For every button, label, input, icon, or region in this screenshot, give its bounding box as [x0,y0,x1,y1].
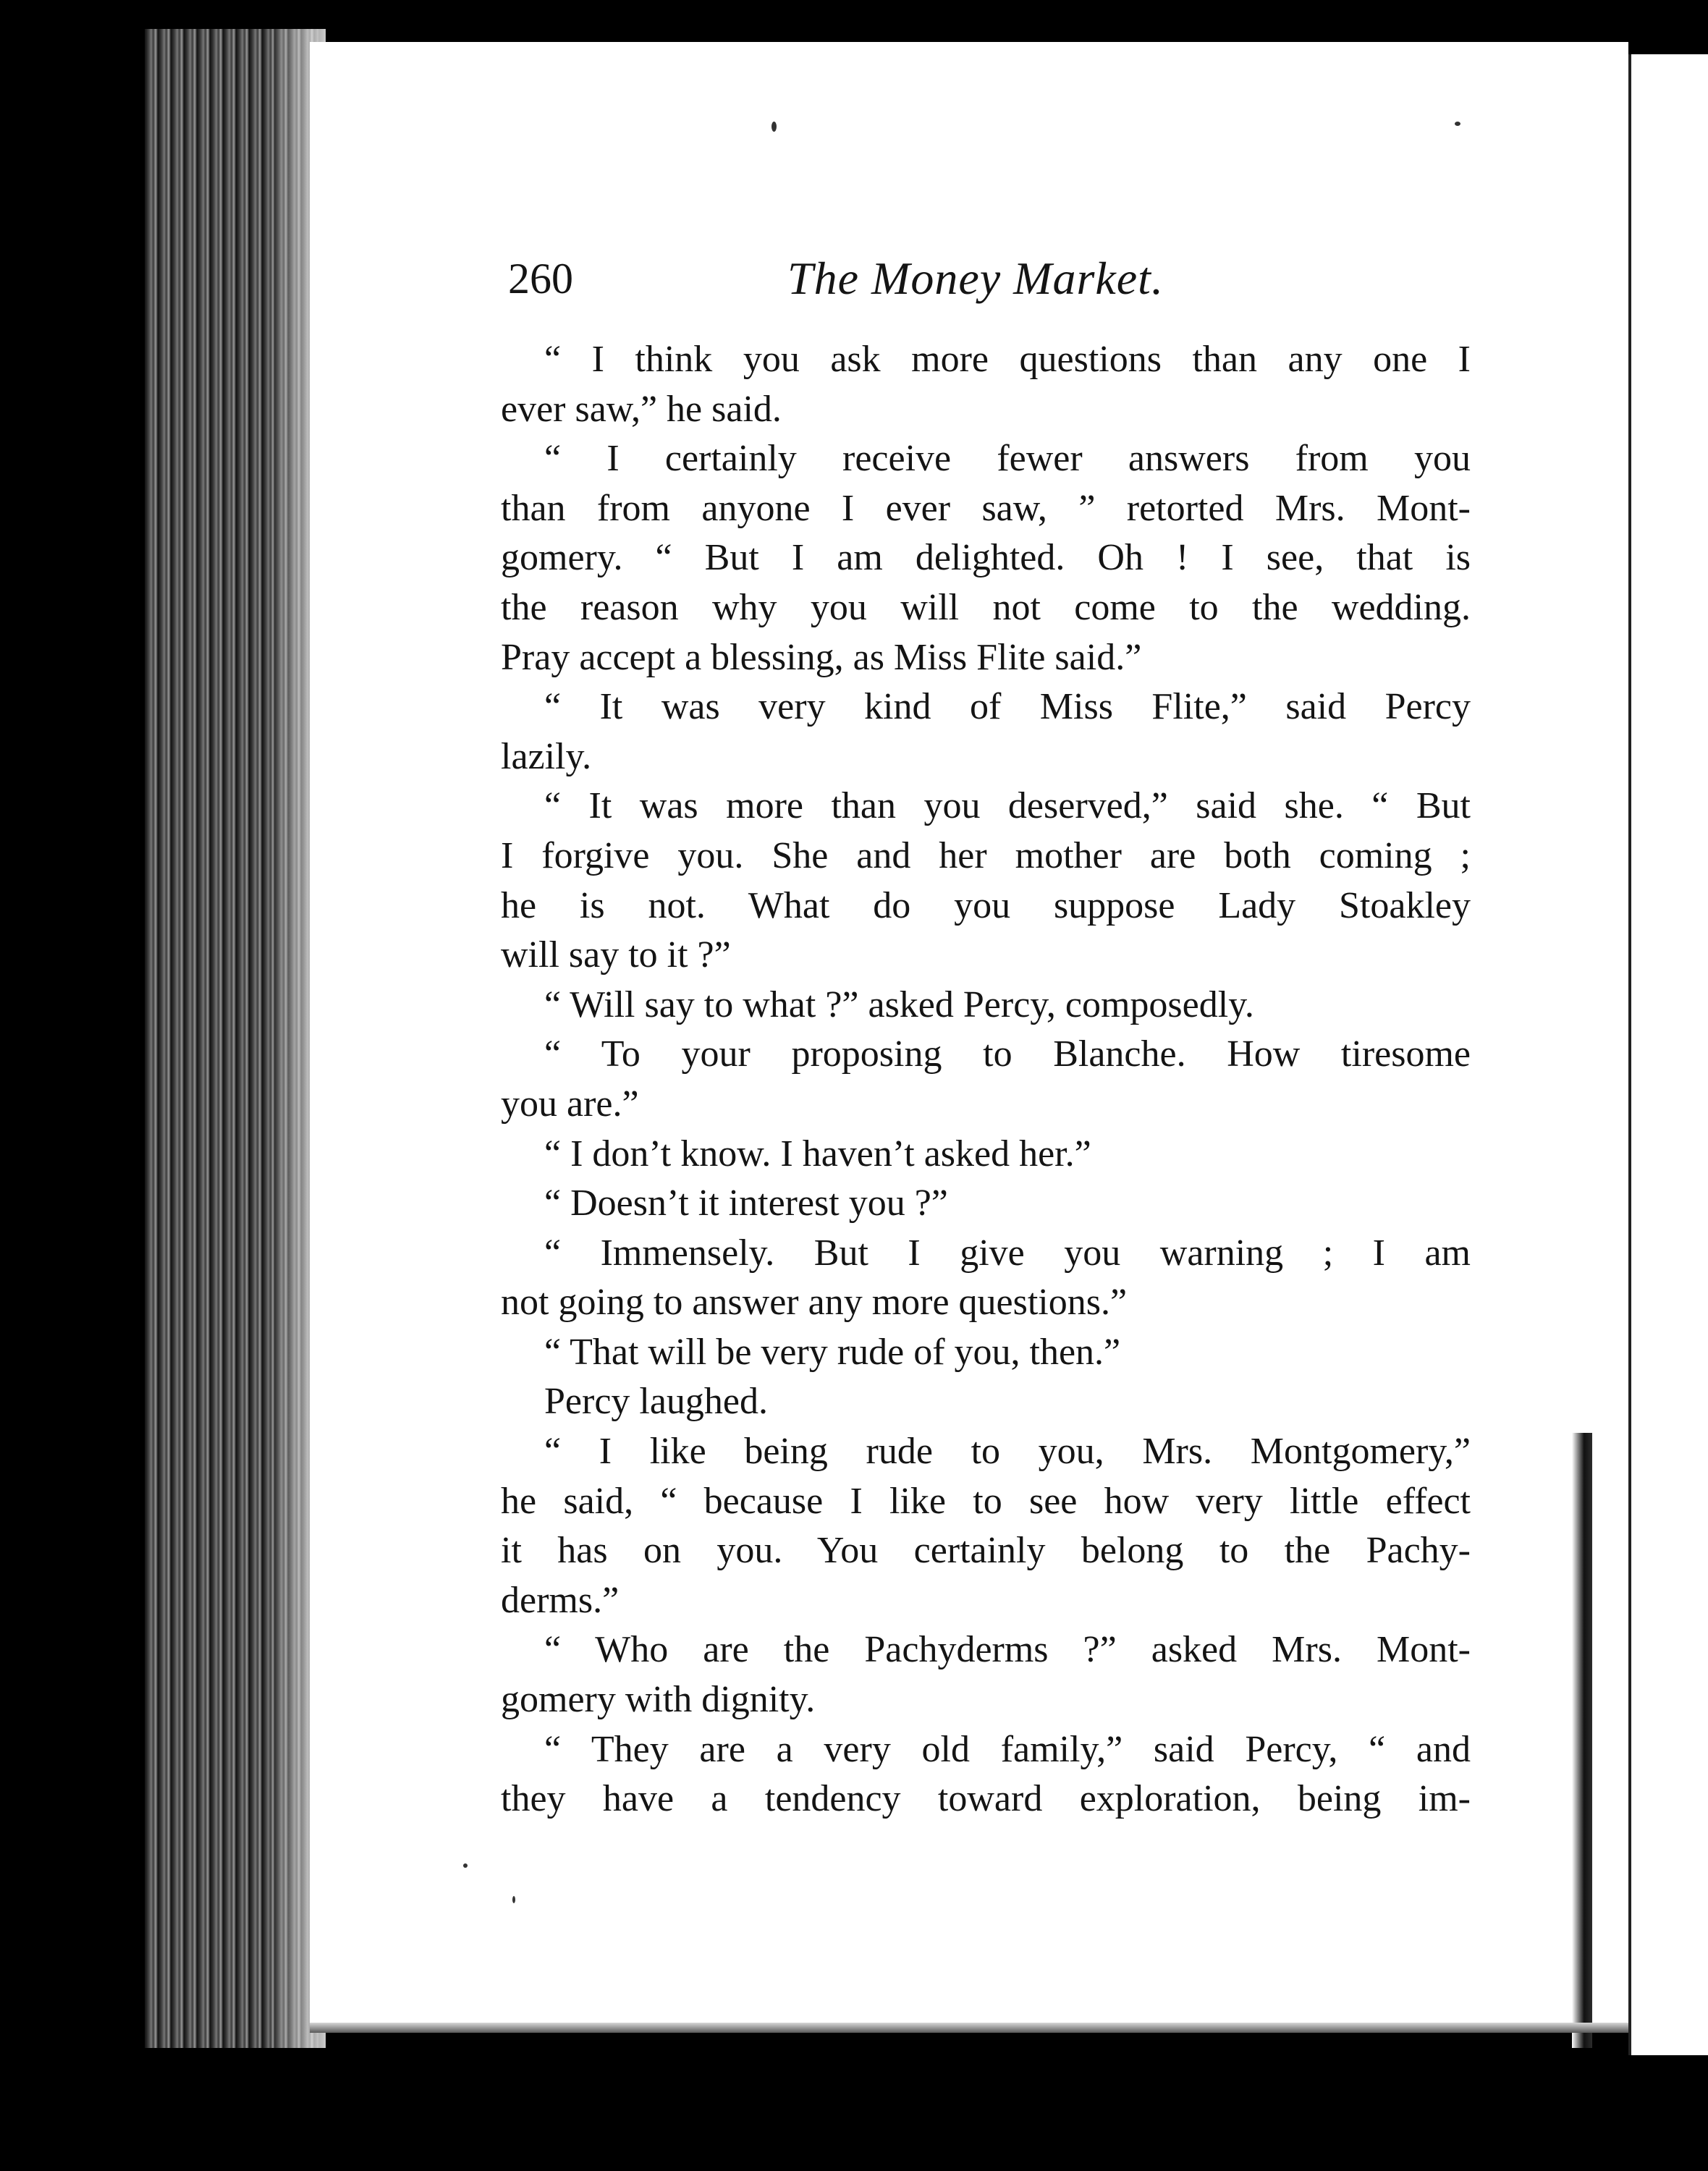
text-line: “ Immensely. But I give you warning ; I am [544,1232,1471,1274]
page-header [508,246,1478,311]
text-line: Percy laughed. [544,1381,769,1423]
text-line: I forgive you. She and her mother are both coming ; [501,834,1471,876]
text-line: you are.” [501,1083,639,1125]
running-head: The Money Market. [787,253,1164,304]
text-line: derms.” [501,1579,620,1621]
text-line: they have a tendency toward exploration, being im- [501,1778,1471,1820]
page-bottom-shadow [310,2023,1628,2033]
dust-speck [463,1863,468,1868]
text-line: “ That will be very rude of you, then.” [544,1331,1121,1373]
text-line: “ To your proposing to Blanche. How tiresome [544,1033,1471,1075]
text-line: ever saw,” he said. [501,388,782,430]
text-line: “ Who are the Pachyderms ?” asked Mrs. Mont- [544,1629,1471,1671]
gutter-shadow [1572,1433,1592,2048]
dust-speck [771,122,777,132]
text-line: the reason why you will not come to the wedding. [501,586,1471,628]
text-line: “ Doesn’t it interest you ?” [544,1182,948,1224]
body-text [501,335,1471,1824]
text-line: gomery with dignity. [501,1679,816,1721]
text-line: not going to answer any more questions.” [501,1282,1128,1324]
text-line: “ It was more than you deserved,” said she. “ But [544,785,1471,827]
text-line: “ It was very kind of Miss Flite,” said Percy [544,686,1471,728]
text-line: “ I certainly receive fewer answers from you [544,438,1471,480]
dust-speck [512,1896,515,1903]
text-line: “ I like being rude to you, Mrs. Montgomery,” [544,1431,1471,1473]
adjoining-page [1628,54,1708,2055]
text-line: “ Will say to what ?” asked Percy, composedly. [544,983,1254,1025]
text-line: lazily. [501,735,592,777]
text-line: Pray accept a blessing, as Miss Flite said.” [501,636,1142,678]
page-number: 260 [508,255,573,302]
text-line: he is not. What do you suppose Lady Stoakley [501,884,1471,926]
text-line: “ I think you ask more questions than any one I [544,339,1471,380]
text-line: “ I don’t know. I haven’t asked her.” [544,1133,1091,1175]
text-line: will say to it ?” [501,934,731,976]
text-line: than from anyone I ever saw, ” retorted Mrs. Mont- [501,487,1471,529]
dust-speck [1455,122,1460,126]
text-line: it has on you. You certainly belong to the Pachy- [501,1530,1471,1572]
text-line: gomery. “ But I am delighted. Oh ! I see, that is [501,537,1471,579]
text-line: he said, “ because I like to see how very little effect [501,1480,1471,1522]
text-line: “ They are a very old family,” said Percy, “ and [544,1728,1471,1770]
